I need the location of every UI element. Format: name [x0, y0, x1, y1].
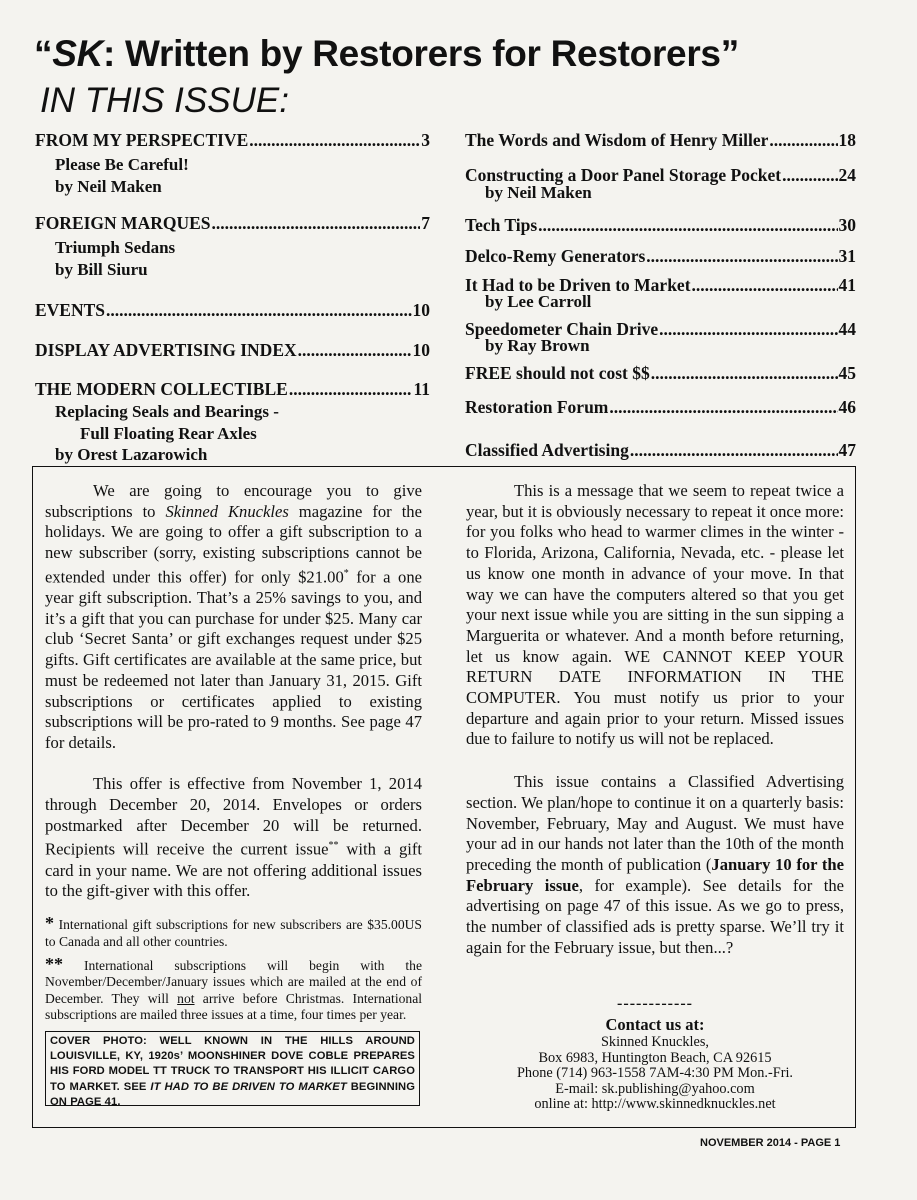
toc-page-number: 41 — [838, 275, 856, 295]
magazine-name: Skinned Knuckles — [165, 501, 289, 521]
toc-entry-foreign-marques[interactable]: FOREIGN MARQUES ..... 7 Triumph Sedans by Bill Siuru — [35, 213, 430, 280]
toc-entry-display-advertising-index[interactable]: DISPLAY ADVERTISING INDEX ..... 10 — [35, 340, 430, 360]
toc-author: by Neil Maken — [55, 176, 162, 196]
toc-page-number: 30 — [838, 215, 856, 235]
toc-entry-events[interactable]: EVENTS ..... 10 — [35, 300, 430, 320]
cover-photo-caption: COVER PHOTO: WELL KNOWN IN THE HILLS AROUND LOUISVILLE, KY, 1920s’ MOONSHINER DOVE COBLE PREPARES HIS FORD MODEL TT TRUCK TO TRANSPORT HIS ILLICIT CARGO TO MARKET. SEE IT HAD TO BE DRIVEN TO MARKET BEGINNING ON PAGE 41. — [45, 1031, 420, 1106]
toc-page-number: 11 — [413, 379, 430, 399]
deadline-highlight: January 10 for the February issue — [466, 854, 844, 895]
offer-dates-paragraph: This offer is effective from November 1, 2014 through December 20, 2014. Envelopes or orders postmarked after December 20 will be returned. Recipients will receive the current issue** with a gift card in your name. We are not offering additional issues to the gift-giver with this offer. — [45, 774, 422, 901]
toc-entry-driven-to-market[interactable]: It Had to be Driven to Market ..... 41 by Lee Carroll — [465, 275, 856, 313]
toc-page-number: 3 — [421, 130, 430, 150]
toc-leader-dots — [782, 165, 837, 185]
toc-article-title: Triumph Sedans — [55, 238, 176, 257]
toc-author: by Lee Carroll — [485, 292, 592, 311]
toc-page-number: 46 — [838, 397, 856, 417]
page-headline: “SK: Written by Restorers for Restorers” — [34, 33, 739, 74]
page-footer: NOVEMBER 2014 - PAGE 1 — [700, 1137, 841, 1149]
toc-entry-speedometer-chain[interactable]: Speedometer Chain Drive ..... 44 by Ray Brown — [465, 319, 856, 357]
toc-page-number: 44 — [838, 319, 856, 339]
toc-page-number: 18 — [838, 130, 856, 150]
contact-website[interactable]: online at: http://www.skinnedknuckles.net — [534, 1096, 776, 1112]
toc-leader-dots — [289, 379, 413, 399]
toc-entry-henry-miller[interactable]: The Words and Wisdom of Henry Miller ..... 18 — [465, 130, 856, 150]
toc-leader-dots — [630, 440, 838, 460]
contact-address: Box 6983, Huntington Beach, CA 92615 — [538, 1049, 772, 1066]
toc-entry-door-panel-pocket[interactable]: Constructing a Door Panel Storage Pocket ..... 24 by Neil Maken — [465, 165, 856, 204]
toc-leader-dots — [609, 397, 837, 417]
toc-leader-dots — [212, 213, 421, 233]
divider: ------------ — [617, 995, 693, 1012]
classified-section-paragraph: This issue contains a Classified Advertising section. We plan/hope to continue it on a quarterly basis: November, February, May and August. We must have your ad in our hands not later than the 10th of the month preceding the month of publication (January 10 for the February issue, for example). See details for the advertising on page 47 of this issue. As we go to press, the number of classified ads is pretty sparse. We’ll try it again for the February issue, but then...? — [466, 772, 844, 957]
toc-article-subtitle: Full Floating Rear Axles — [80, 423, 257, 443]
footnote-international-subscriptions: ** International subscriptions will begin with the November/December/January issues which are mailed at the end of December. They will not arrive before Christmas. International subscriptions are mailed three issues at a time, four times per year. — [45, 953, 423, 1023]
toc-entry-from-my-perspective[interactable]: FROM MY PERSPECTIVE ..... 3 Please Be Careful! by Neil Maken — [35, 130, 430, 197]
contact-block — [466, 995, 844, 1113]
toc-page-number: 24 — [838, 165, 856, 185]
toc-page-number: 47 — [838, 440, 856, 460]
address-change-paragraph: This is a message that we seem to repeat twice a year, but it is obviously necessary to repeat it once more: for you folks who head to warmer climes in the winter - to Florida, Arizona, California, Nevada, etc. - please let us know one month in advance of your move. In that way we can have the computers altered so that you get your next issue while you are sitting in the sun sipping a Marguerita or whatever. And a month before returning, let us know again. WE CANNOT KEEP YOUR RETURN DATE INFORMATION IN THE COMPUTER. You must notify us prior to your departure and again prior to your return. Missed issues due to failure to notify us will not be replaced. — [466, 481, 844, 749]
toc-leader-dots — [659, 319, 837, 339]
contact-phone: Phone (714) 963-1558 7AM-4:30 PM Mon.-Fri. — [516, 1065, 793, 1081]
headline-sk: SK — [52, 33, 104, 74]
in-this-issue-heading: IN THIS ISSUE: — [40, 81, 289, 120]
toc-leader-dots — [692, 275, 838, 295]
toc-article-title: Replacing Seals and Bearings - — [55, 402, 279, 421]
gift-offer-paragraph: We are going to encourage you to give subscriptions to Skinned Knuckles magazine for the holidays. We are going to offer a gift subscription to a new subscriber (sorry, existing subscriptions cannot be extended under this offer) for only $21.00* for a one year gift subscription. That’s a 25% savings to you, and it’s a gift that you can purchase for under $25. Many car club ‘Secret Santa’ or gift exchanges request under $25 gifts. Gift certificates are available at the same price, but must be redeemed not later than January 31, 2015. Gift subscriptions or certificates applied to existing subscriptions will be pro-rated to 9 months. See page 47 for details. — [45, 481, 422, 752]
toc-leader-dots — [651, 363, 838, 383]
toc-entry-classified-advertising[interactable]: Classified Advertising ..... 47 — [465, 440, 856, 460]
footnote-international-gift: * International gift subscriptions for new subscribers are $35.00US to Canada and all other countries. — [45, 913, 422, 949]
toc-page-number: 7 — [421, 213, 430, 233]
toc-article-title: Please Be Careful! — [55, 155, 189, 174]
contact-email[interactable]: E-mail: sk.publishing@yahoo.com — [555, 1080, 755, 1097]
toc-page-number: 10 — [412, 300, 430, 320]
address-notice-column — [466, 481, 844, 958]
toc-leader-dots — [249, 130, 420, 150]
toc-leader-dots — [106, 300, 411, 320]
toc-entry-free-should-not-cost[interactable]: FREE should not cost $$ ..... 45 — [465, 363, 856, 383]
toc-leader-dots — [298, 340, 412, 360]
toc-author: by Ray Brown — [485, 336, 590, 355]
toc-entry-tech-tips[interactable]: Tech Tips ..... 30 — [465, 215, 856, 235]
toc-page-number: 31 — [838, 246, 856, 266]
toc-page-number: 45 — [838, 363, 856, 383]
contact-heading: Contact us at: — [605, 1015, 705, 1034]
toc-leader-dots — [538, 215, 837, 235]
toc-entry-delco-remy[interactable]: Delco-Remy Generators ..... 31 — [465, 246, 856, 266]
toc-author: by Orest Lazarowich — [55, 445, 208, 464]
toc-entry-modern-collectible[interactable]: THE MODERN COLLECTIBLE ..... 11 Replacing Seals and Bearings - Full Floating Rear Axles by Orest Lazarowich — [35, 379, 430, 466]
toc-author: by Bill Siuru — [55, 259, 148, 279]
contact-name: Skinned Knuckles, — [600, 1034, 709, 1050]
toc-page-number: 10 — [412, 340, 430, 360]
toc-leader-dots — [769, 130, 837, 150]
toc-author: by Neil Maken — [485, 183, 592, 202]
gift-subscription-column — [45, 481, 422, 1030]
toc-entry-restoration-forum[interactable]: Restoration Forum ..... 46 — [465, 397, 856, 417]
cover-article-reference: IT HAD TO BE DRIVEN TO MARKET — [150, 1080, 347, 1093]
toc-leader-dots — [646, 246, 837, 266]
